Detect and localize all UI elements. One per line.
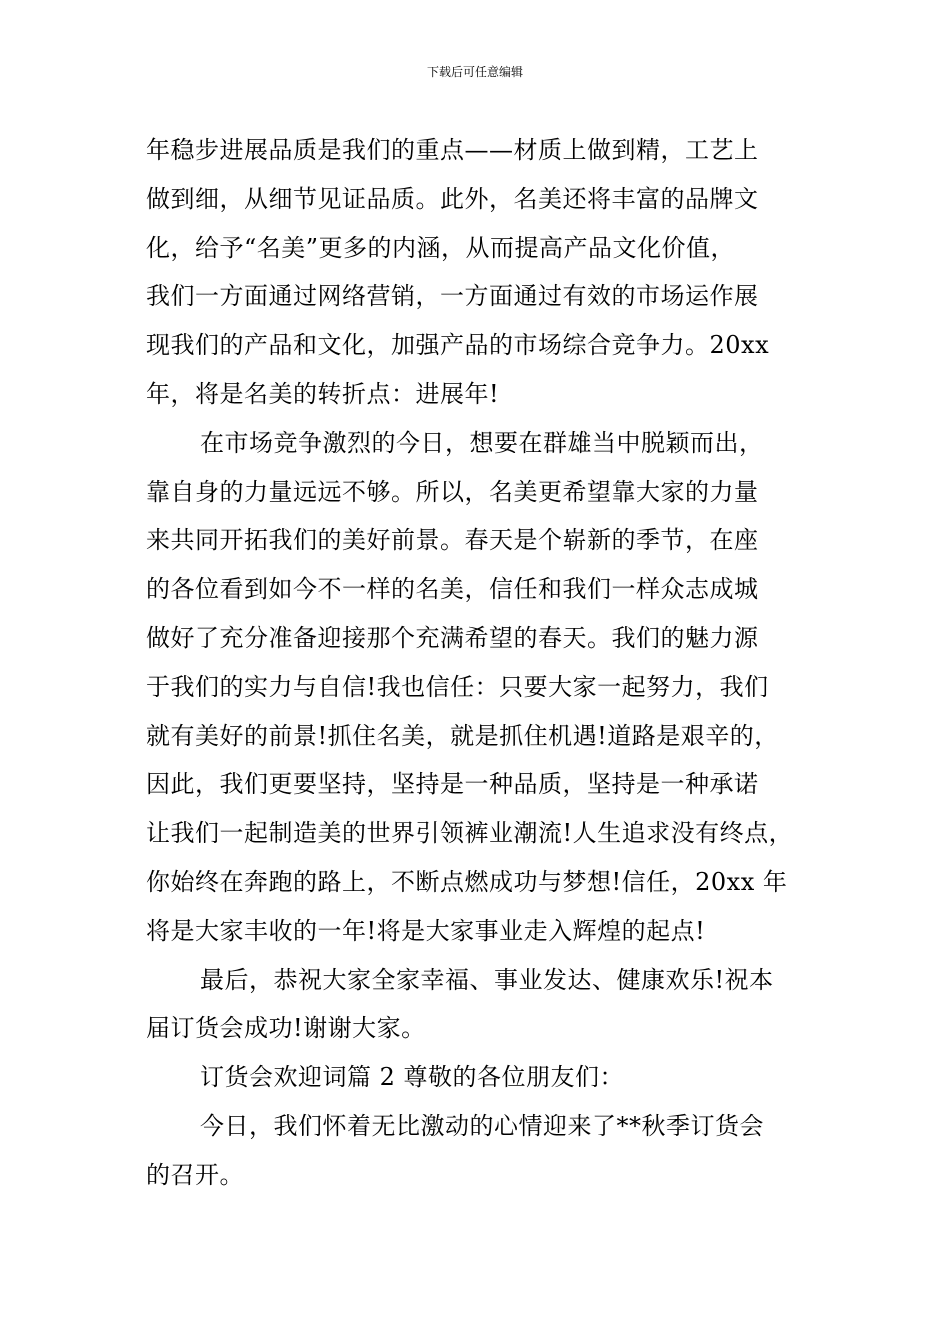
paragraph [146,419,818,956]
text-line: 你始终在奔跑的路上，不断点燃成功与梦想!信任，20xx 年 [146,867,788,896]
text-line: 年稳步进展品质是我们的重点——材质上做到精，工艺上 [146,136,759,164]
text-line: 的召开。 [146,1160,244,1189]
text-line: 将是大家丰收的一年!将是大家事业走入辉煌的起点! [146,916,706,945]
text-line: 的各位看到如今不一样的名美，信任和我们一样众志成城 [146,575,759,604]
text-line: 在市场竞争激烈的今日，想要在群雄当中脱颖而出， [200,428,764,457]
page-header: 下载后可任意编辑 [426,65,523,79]
text-line: 今日，我们怀着无比激动的心情迎来了**秋季订货会 [200,1111,764,1140]
text-line: 靠自身的力量远远不够。所以，名美更希望靠大家的力量 [146,477,759,506]
text-line: 订货会欢迎词篇 2 尊敬的各位朋友们： [200,1063,625,1092]
paragraph [146,126,818,419]
paragraph [146,1102,818,1200]
text-line: 现我们的产品和文化，加强产品的市场综合竞争力。20xx [146,331,770,360]
text-line: 做好了充分准备迎接那个充满希望的春天。我们的魅力源 [146,623,759,652]
section-heading [146,1053,818,1102]
text-line: 最后，恭祝大家全家幸福、事业发达、健康欢乐!祝本 [200,965,774,994]
paragraph [146,956,818,1054]
text-line: 就有美好的前景!抓住名美，就是抓住机遇!道路是艰辛的， [146,721,779,750]
text-line: 化，给予“名美”更多的内涵，从而提高产品文化价值， [146,233,736,262]
text-line: 届订货会成功!谢谢大家。 [146,1014,426,1043]
text-line: 因此，我们更要坚持，坚持是一种品质，坚持是一种承诺 [146,770,759,799]
text-line: 来共同开拓我们的美好前景。春天是个崭新的季节，在座 [146,526,759,555]
text-line: 让我们一起制造美的世界引领裤业潮流!人生追求没有终点， [146,819,794,848]
text-line: 做到细，从细节见证品质。此外，名美还将丰富的品牌文 [146,184,759,213]
document-body [146,126,818,1200]
text-line: 我们一方面通过网络营销，一方面通过有效的市场运作展 [146,282,759,311]
text-line: 于我们的实力与自信!我也信任：只要大家一起努力，我们 [146,672,769,701]
text-line: 年，将是名美的转折点：进展年! [146,379,500,408]
